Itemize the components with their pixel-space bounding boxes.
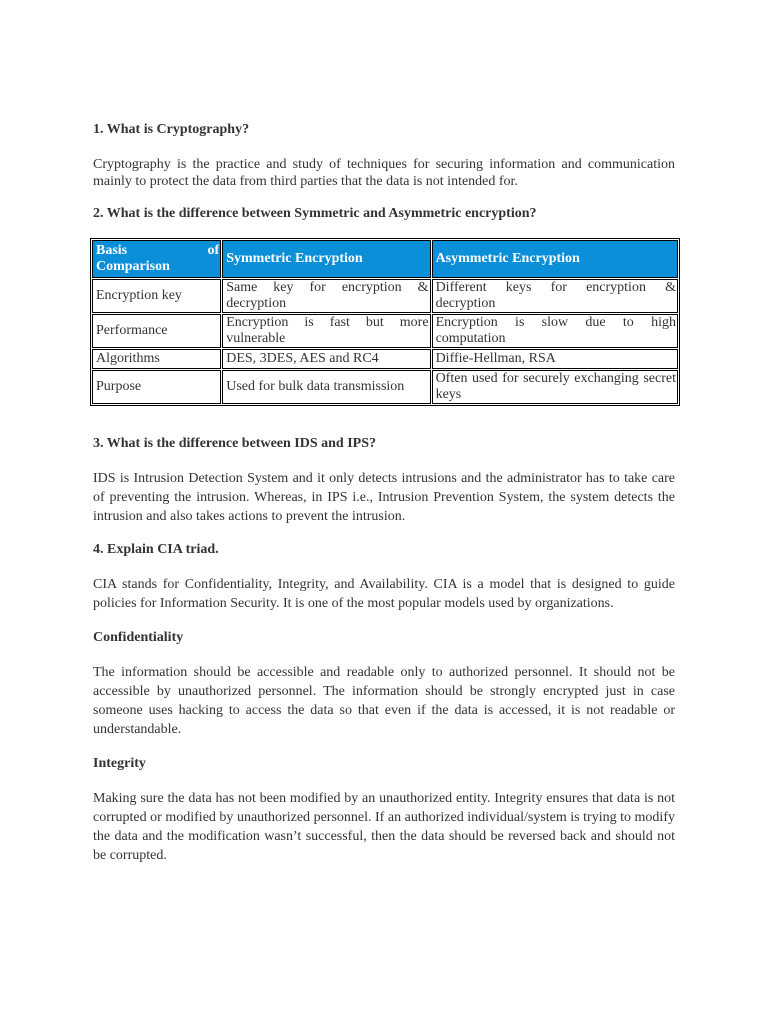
q1-paragraph: Cryptography is the practice and study of techniques for securing information and communication mainly to protect the data from third parties that the data is not intended for. bbox=[93, 157, 675, 189]
q2-heading: 2. What is the difference between Symmetric and Asymmetric encryption? bbox=[93, 206, 537, 221]
confidentiality-heading: Confidentiality bbox=[93, 630, 184, 645]
integrity-paragraph: Making sure the data has not been modified by an unauthorized entity. Integrity ensures that data is not corrupted or modified by unauthorized personnel. If an authorized individual/system is trying to modify the data and the modification wasn’t successful, then the data should be reversed back and should not be corrupted. bbox=[93, 791, 675, 863]
table-row bbox=[92, 314, 678, 348]
comparison-table-wrapper bbox=[90, 238, 680, 406]
comparison-table bbox=[90, 238, 680, 406]
table-cell-basis: Performance bbox=[92, 314, 221, 348]
table-row bbox=[92, 279, 678, 313]
header-basis-word1: Basis bbox=[96, 243, 128, 258]
table-cell-asymmetric: Different keys for encryption & decryption bbox=[432, 279, 678, 313]
header-symmetric: Symmetric Encryption bbox=[222, 240, 430, 278]
table-cell-asymmetric: Diffie-Hellman, RSA bbox=[432, 349, 678, 369]
table-cell-symmetric: Same key for encryption & decryption bbox=[222, 279, 430, 313]
document-content bbox=[93, 120, 675, 865]
q4-heading: 4. Explain CIA triad. bbox=[93, 542, 219, 557]
q1-heading: 1. What is Cryptography? bbox=[93, 122, 250, 137]
table-cell-asymmetric: Often used for securely exchanging secret keys bbox=[432, 370, 678, 404]
table-cell-symmetric: DES, 3DES, AES and RC4 bbox=[222, 349, 430, 369]
header-asymmetric: Asymmetric Encryption bbox=[432, 240, 678, 278]
integrity-heading: Integrity bbox=[93, 756, 146, 771]
table-cell-symmetric: Used for bulk data transmission bbox=[222, 370, 430, 404]
q4-paragraph: CIA stands for Confidentiality, Integrity, and Availability. CIA is a model that is designed to guide policies for Information Security. It is one of the most popular models used by organizations. bbox=[93, 577, 675, 611]
table-cell-basis: Algorithms bbox=[92, 349, 221, 369]
q3-paragraph: IDS is Intrusion Detection System and it only detects intrusions and the administrator has to take care of preventing the intrusion. Whereas, in IPS i.e., Intrusion Prevention System, the system detects the intrusion and also takes actions to prevent the intrusion. bbox=[93, 471, 675, 524]
header-basis-line2: Comparison bbox=[96, 259, 170, 274]
table-row bbox=[92, 349, 678, 369]
confidentiality-paragraph: The information should be accessible and readable only to authorized personnel. It should not be accessible by unauthorized personnel. The information should be strongly encrypted just in case someone uses hacking to access the data so that even if the data is accessed, it is not readable or understandable. bbox=[93, 665, 675, 737]
q3-heading: 3. What is the difference between IDS and IPS? bbox=[93, 436, 376, 451]
table-header-row bbox=[92, 240, 678, 278]
table-cell-basis: Encryption key bbox=[92, 279, 221, 313]
table-cell-basis: Purpose bbox=[92, 370, 221, 404]
header-basis-word2: of bbox=[207, 243, 220, 258]
table-cell-asymmetric: Encryption is slow due to high computation bbox=[432, 314, 678, 348]
header-basis-of-comparison bbox=[92, 240, 221, 278]
table-row bbox=[92, 370, 678, 404]
table-cell-symmetric: Encryption is fast but more vulnerable bbox=[222, 314, 430, 348]
